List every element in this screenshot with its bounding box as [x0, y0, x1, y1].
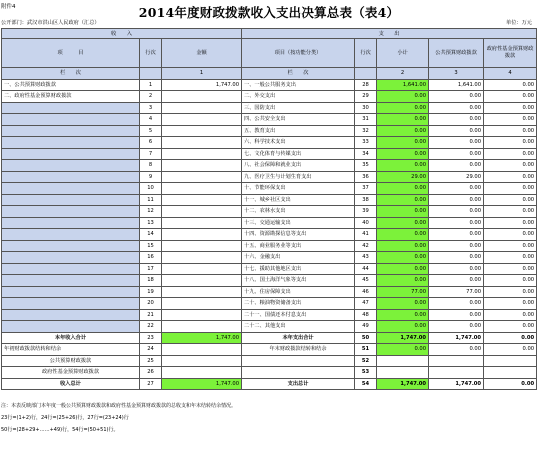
col-label-2: 栏 次 [242, 68, 355, 80]
expense-subtotal: 0.00 [377, 102, 429, 114]
income-item: 一、公共预算财政拨款 [2, 79, 140, 91]
expense-item: 八、社会保障和就业支出 [242, 160, 355, 172]
expense-public: 77.00 [429, 286, 484, 298]
income-amount [162, 263, 242, 275]
total-row [2, 355, 537, 367]
index-1: 1 [162, 68, 242, 80]
income-item [2, 206, 140, 218]
expense-gov-fund: 0.00 [484, 160, 537, 172]
table-row [2, 263, 537, 275]
table-row [2, 160, 537, 172]
table-row [2, 309, 537, 321]
expense-subtotal: 77.00 [377, 286, 429, 298]
income-amount [162, 102, 242, 114]
expense-item: 十三、交通运输支出 [242, 217, 355, 229]
income-amount [162, 183, 242, 195]
expense-line: 49 [355, 321, 377, 333]
expense-subtotal: 0.00 [377, 263, 429, 275]
table-row [2, 217, 537, 229]
expense-item: 十七、援助其他地区支出 [242, 263, 355, 275]
index-3: 3 [429, 68, 484, 80]
total-row [2, 344, 537, 356]
expense-item: 十九、住房保障支出 [242, 286, 355, 298]
expense-line: 28 [355, 79, 377, 91]
income-item: 本年收入合计 [2, 332, 140, 344]
expense-item [242, 367, 355, 379]
income-line: 24 [140, 344, 162, 356]
income-amount [162, 240, 242, 252]
expense-item: 十六、金融支出 [242, 252, 355, 264]
department-label: 公开部门：武汉市洪山区人民政府（汇总） [1, 20, 100, 26]
income-line: 20 [140, 298, 162, 310]
income-line: 21 [140, 309, 162, 321]
page-title: 2014年度财政拨款收入支出决算总表（表4） [138, 5, 400, 20]
income-amount [162, 125, 242, 137]
expense-subtotal: 0.00 [377, 344, 429, 356]
income-line: 19 [140, 286, 162, 298]
expense-line: 43 [355, 252, 377, 264]
expense-gov-fund: 0.00 [484, 275, 537, 287]
income-amount [162, 137, 242, 149]
column-index-row [2, 68, 537, 80]
expense-subtotal: 0.00 [377, 160, 429, 172]
expense-public: 0.00 [429, 217, 484, 229]
income-amount [162, 286, 242, 298]
income-amount [162, 355, 242, 367]
expense-subtotal: 0.00 [377, 240, 429, 252]
expense-item: 年末财政拨款结转和结余 [242, 344, 355, 356]
expense-line: 41 [355, 229, 377, 241]
income-line: 12 [140, 206, 162, 218]
income-amount [162, 171, 242, 183]
income-item [2, 286, 140, 298]
expense-subtotal: 0.00 [377, 114, 429, 126]
expense-line: 29 [355, 91, 377, 103]
income-item [2, 252, 140, 264]
col-gov-fund: 政府性基金预算财政拨款 [484, 39, 537, 68]
income-line: 10 [140, 183, 162, 195]
expense-line: 36 [355, 171, 377, 183]
income-line: 6 [140, 137, 162, 149]
expense-gov-fund: 0.00 [484, 91, 537, 103]
income-line: 26 [140, 367, 162, 379]
expense-line: 44 [355, 263, 377, 275]
expense-line: 50 [355, 332, 377, 344]
expense-line: 35 [355, 160, 377, 172]
expense-public: 1,747.00 [429, 332, 484, 344]
table-row [2, 114, 537, 126]
expense-subtotal: 0.00 [377, 194, 429, 206]
income-item [2, 309, 140, 321]
expense-header: 支 出 [242, 29, 537, 39]
total-row [2, 378, 537, 390]
expense-gov-fund: 0.00 [484, 114, 537, 126]
income-item [2, 194, 140, 206]
income-item: 公共预算财政拨款 [2, 355, 140, 367]
income-amount [162, 114, 242, 126]
expense-gov-fund: 0.00 [484, 194, 537, 206]
table-row [2, 240, 537, 252]
expense-subtotal [377, 367, 429, 379]
income-amount: 1,747.00 [162, 378, 242, 390]
expense-gov-fund: 0.00 [484, 309, 537, 321]
expense-line: 47 [355, 298, 377, 310]
col-item: 项 目 [2, 39, 140, 68]
expense-line: 42 [355, 240, 377, 252]
expense-gov-fund: 0.00 [484, 183, 537, 195]
unit-label: 单位：万元 [506, 20, 532, 26]
income-item [2, 263, 140, 275]
expense-public [429, 367, 484, 379]
income-line: 1 [140, 79, 162, 91]
expense-item: 一、一般公共服务支出 [242, 79, 355, 91]
table-row [2, 229, 537, 241]
income-line: 13 [140, 217, 162, 229]
note-3: 50行=(28+29+……+49)行，54行=(50+51)行。 [1, 427, 119, 433]
expense-subtotal: 1,641.00 [377, 79, 429, 91]
income-line: 14 [140, 229, 162, 241]
income-line: 25 [140, 355, 162, 367]
expense-gov-fund: 0.00 [484, 206, 537, 218]
expense-subtotal: 0.00 [377, 183, 429, 195]
col-item2: 项目（按功能分类） [242, 39, 355, 68]
expense-line: 54 [355, 378, 377, 390]
expense-subtotal: 0.00 [377, 309, 429, 321]
expense-subtotal [377, 355, 429, 367]
expense-item: 十一、城乡社区支出 [242, 194, 355, 206]
expense-public: 0.00 [429, 240, 484, 252]
note-1: 注：本表反映部门本年度一般公共预算财政拨款和政府性基金预算财政拨款的总收支和年末结转结余情况。 [1, 403, 237, 409]
expense-item: 四、公共安全支出 [242, 114, 355, 126]
income-item [2, 160, 140, 172]
expense-item: 二十一、国债还本付息支出 [242, 309, 355, 321]
index-4: 4 [484, 68, 537, 80]
expense-subtotal: 0.00 [377, 206, 429, 218]
expense-item: 二十二、其他支出 [242, 321, 355, 333]
income-item [2, 275, 140, 287]
expense-gov-fund: 0.00 [484, 332, 537, 344]
income-item [2, 137, 140, 149]
expense-item: 九、医疗卫生与计划生育支出 [242, 171, 355, 183]
expense-item: 十二、农林水支出 [242, 206, 355, 218]
expense-line: 45 [355, 275, 377, 287]
income-item: 政府性基金预算财政拨款 [2, 367, 140, 379]
expense-line: 51 [355, 344, 377, 356]
income-line: 9 [140, 171, 162, 183]
income-amount [162, 91, 242, 103]
expense-public [429, 355, 484, 367]
col-line2: 行次 [355, 39, 377, 68]
income-item [2, 183, 140, 195]
income-amount [162, 298, 242, 310]
expense-item: 七、文化体育与传媒支出 [242, 148, 355, 160]
expense-item: 十四、资源勘探信息等支出 [242, 229, 355, 241]
expense-line: 39 [355, 206, 377, 218]
income-amount [162, 229, 242, 241]
income-item: 年初财政拨款结转和结余 [2, 344, 140, 356]
expense-subtotal: 29.00 [377, 171, 429, 183]
expense-subtotal: 0.00 [377, 229, 429, 241]
expense-public: 0.00 [429, 252, 484, 264]
income-amount [162, 160, 242, 172]
expense-gov-fund: 0.00 [484, 298, 537, 310]
table-row [2, 148, 537, 160]
income-item [2, 321, 140, 333]
income-amount [162, 344, 242, 356]
table-row [2, 286, 537, 298]
expense-item: 六、科学技术支出 [242, 137, 355, 149]
income-amount: 1,747.00 [162, 79, 242, 91]
expense-gov-fund: 0.00 [484, 102, 537, 114]
income-amount [162, 309, 242, 321]
budget-table [1, 28, 537, 390]
expense-subtotal: 0.00 [377, 321, 429, 333]
expense-subtotal: 0.00 [377, 217, 429, 229]
income-line: 5 [140, 125, 162, 137]
empty-cell [140, 68, 162, 80]
expense-line: 37 [355, 183, 377, 195]
expense-public: 1,747.00 [429, 378, 484, 390]
expense-line: 31 [355, 114, 377, 126]
col-public: 公共预算财政拨款 [429, 39, 484, 68]
expense-subtotal: 0.00 [377, 125, 429, 137]
income-amount [162, 206, 242, 218]
expense-public: 0.00 [429, 148, 484, 160]
expense-item: 十五、商业服务业等支出 [242, 240, 355, 252]
table-row [2, 79, 537, 91]
expense-public: 29.00 [429, 171, 484, 183]
col-amount: 金额 [162, 39, 242, 68]
table-row [2, 91, 537, 103]
income-item [2, 217, 140, 229]
income-amount [162, 367, 242, 379]
expense-subtotal: 0.00 [377, 148, 429, 160]
expense-public: 0.00 [429, 91, 484, 103]
income-line: 8 [140, 160, 162, 172]
expense-item: 二十、粮油物资储备支出 [242, 298, 355, 310]
income-item: 二、政府性基金预算财政拨款 [2, 91, 140, 103]
index-2: 2 [377, 68, 429, 80]
expense-gov-fund: 0.00 [484, 229, 537, 241]
expense-public: 0.00 [429, 275, 484, 287]
table-row [2, 298, 537, 310]
expense-line: 53 [355, 367, 377, 379]
expense-public: 0.00 [429, 125, 484, 137]
table-row [2, 275, 537, 287]
expense-public: 1,641.00 [429, 79, 484, 91]
income-item [2, 148, 140, 160]
expense-item: 十八、国土海洋气象等支出 [242, 275, 355, 287]
income-line: 18 [140, 275, 162, 287]
table-row [2, 102, 537, 114]
expense-public: 0.00 [429, 229, 484, 241]
expense-line: 40 [355, 217, 377, 229]
expense-item: 五、教育支出 [242, 125, 355, 137]
expense-gov-fund: 0.00 [484, 344, 537, 356]
expense-gov-fund: 0.00 [484, 125, 537, 137]
expense-subtotal: 1,747.00 [377, 378, 429, 390]
expense-public: 0.00 [429, 137, 484, 149]
income-line: 22 [140, 321, 162, 333]
expense-public: 0.00 [429, 183, 484, 195]
table-row [2, 183, 537, 195]
income-amount [162, 252, 242, 264]
expense-line: 33 [355, 137, 377, 149]
income-amount [162, 321, 242, 333]
total-row [2, 332, 537, 344]
income-line: 16 [140, 252, 162, 264]
table-row [2, 321, 537, 333]
table-row [2, 194, 537, 206]
expense-item: 支出总计 [242, 378, 355, 390]
empty-cell [355, 68, 377, 80]
expense-public: 0.00 [429, 194, 484, 206]
expense-line: 48 [355, 309, 377, 321]
expense-gov-fund [484, 367, 537, 379]
expense-line: 30 [355, 102, 377, 114]
income-item [2, 298, 140, 310]
income-item [2, 229, 140, 241]
expense-item: 三、国防支出 [242, 102, 355, 114]
expense-public: 0.00 [429, 344, 484, 356]
expense-line: 38 [355, 194, 377, 206]
expense-line: 46 [355, 286, 377, 298]
expense-public: 0.00 [429, 114, 484, 126]
expense-subtotal: 0.00 [377, 137, 429, 149]
table-row [2, 252, 537, 264]
income-line: 2 [140, 91, 162, 103]
income-item [2, 240, 140, 252]
expense-item: 十、节能环保支出 [242, 183, 355, 195]
income-amount [162, 148, 242, 160]
expense-public: 0.00 [429, 160, 484, 172]
income-item [2, 114, 140, 126]
income-line: 27 [140, 378, 162, 390]
income-line: 17 [140, 263, 162, 275]
table-row [2, 125, 537, 137]
expense-line: 52 [355, 355, 377, 367]
expense-subtotal: 0.00 [377, 252, 429, 264]
income-item [2, 171, 140, 183]
expense-item: 本年支出合计 [242, 332, 355, 344]
expense-subtotal: 0.00 [377, 91, 429, 103]
expense-item: 二、外交支出 [242, 91, 355, 103]
expense-gov-fund: 0.00 [484, 137, 537, 149]
expense-line: 34 [355, 148, 377, 160]
income-item [2, 102, 140, 114]
expense-subtotal: 0.00 [377, 298, 429, 310]
note-2: 23行=(1+2)行，24行=(25+26)行，27行=(23+24)行 [1, 415, 129, 421]
income-amount [162, 194, 242, 206]
expense-public: 0.00 [429, 206, 484, 218]
table-row [2, 137, 537, 149]
col-label: 栏 次 [2, 68, 140, 80]
col-subtotal: 小计 [377, 39, 429, 68]
attachment-label: 附件4 [1, 4, 16, 10]
expense-gov-fund: 0.00 [484, 252, 537, 264]
income-amount [162, 217, 242, 229]
total-row [2, 367, 537, 379]
expense-public: 0.00 [429, 263, 484, 275]
table-row [2, 206, 537, 218]
expense-line: 32 [355, 125, 377, 137]
table-row [2, 171, 537, 183]
expense-subtotal: 1,747.00 [377, 332, 429, 344]
section-header-row [2, 29, 537, 39]
expense-gov-fund: 0.00 [484, 286, 537, 298]
expense-public: 0.00 [429, 321, 484, 333]
expense-gov-fund: 0.00 [484, 148, 537, 160]
income-line: 3 [140, 102, 162, 114]
expense-gov-fund: 0.00 [484, 378, 537, 390]
income-item [2, 125, 140, 137]
expense-gov-fund: 0.00 [484, 240, 537, 252]
income-line: 23 [140, 332, 162, 344]
income-line: 15 [140, 240, 162, 252]
income-header: 收 入 [2, 29, 242, 39]
income-amount [162, 275, 242, 287]
expense-item [242, 355, 355, 367]
expense-public: 0.00 [429, 102, 484, 114]
expense-gov-fund: 0.00 [484, 79, 537, 91]
col-line: 行次 [140, 39, 162, 68]
expense-gov-fund: 0.00 [484, 263, 537, 275]
income-line: 11 [140, 194, 162, 206]
income-line: 4 [140, 114, 162, 126]
expense-subtotal: 0.00 [377, 275, 429, 287]
expense-gov-fund: 0.00 [484, 217, 537, 229]
expense-gov-fund: 0.00 [484, 171, 537, 183]
income-item: 收入总计 [2, 378, 140, 390]
expense-gov-fund: 0.00 [484, 321, 537, 333]
column-header-row [2, 39, 537, 68]
income-amount: 1,747.00 [162, 332, 242, 344]
income-line: 7 [140, 148, 162, 160]
expense-public: 0.00 [429, 298, 484, 310]
expense-public: 0.00 [429, 309, 484, 321]
expense-gov-fund [484, 355, 537, 367]
